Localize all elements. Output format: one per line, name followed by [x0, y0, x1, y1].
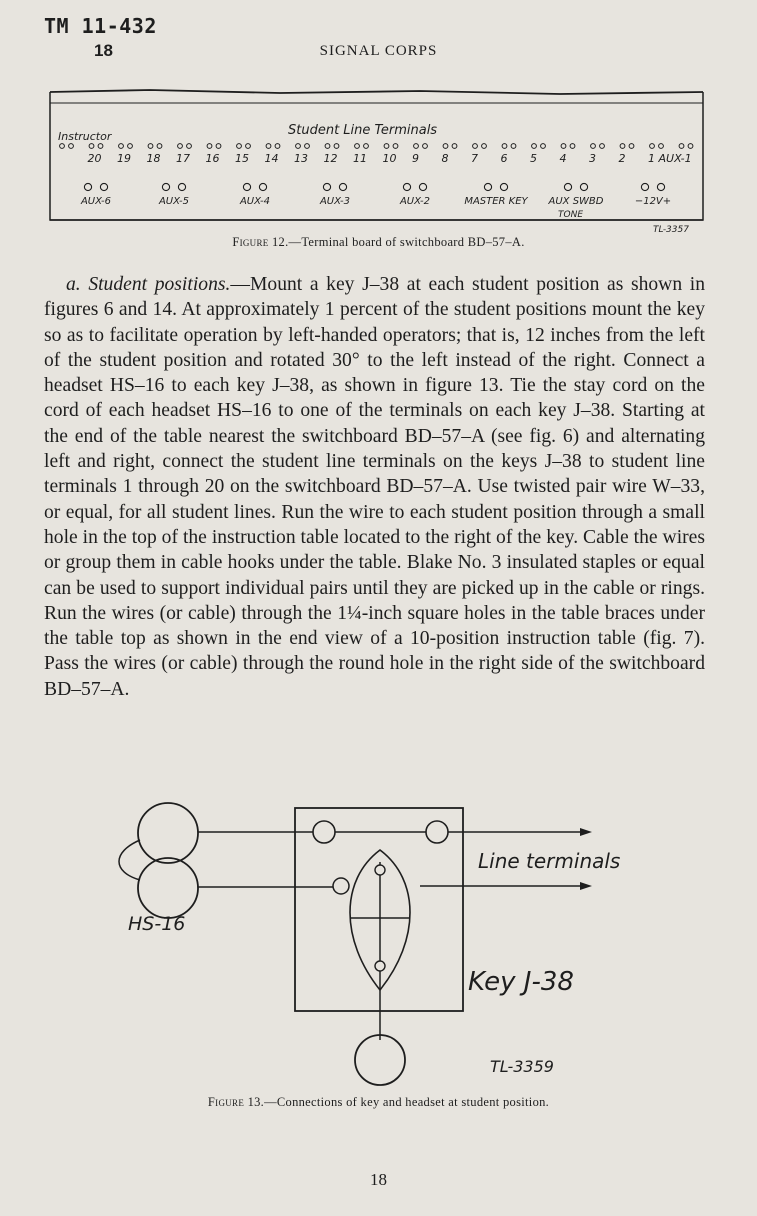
terminal-hole — [641, 183, 648, 190]
terminal-hole — [334, 144, 339, 149]
terminal-hole — [482, 144, 487, 149]
terminal-hole — [216, 144, 221, 149]
bottom-terminal-holes — [84, 183, 664, 190]
running-title: SIGNAL CORPS — [319, 43, 438, 59]
terminal-number: 11 — [353, 152, 367, 165]
figure-12-terminal-board — [0, 0, 757, 260]
terminal-hole — [364, 144, 369, 149]
terminal-hole — [325, 144, 330, 149]
terminal-hole — [162, 183, 169, 190]
terminal-number: 19 — [117, 152, 131, 165]
terminal-hole — [384, 144, 389, 149]
terminal-label: AUX-3 — [319, 196, 351, 207]
terminal-number: 1 AUX-1 — [648, 152, 692, 165]
terminal-hole — [246, 144, 251, 149]
terminal-number: 14 — [264, 152, 279, 165]
terminal-hole — [355, 144, 360, 149]
terminal-hole — [128, 144, 133, 149]
terminal-hole — [580, 183, 587, 190]
terminal-label: MASTER KEY — [464, 196, 528, 207]
terminal-hole — [502, 144, 507, 149]
terminal-number: 8 — [441, 152, 449, 165]
terminal-hole — [620, 144, 625, 149]
top-terminal-holes — [60, 144, 693, 149]
terminal-number: 5 — [530, 152, 537, 165]
terminal-hole — [659, 144, 664, 149]
terminal-number: 4 — [559, 152, 567, 165]
terminal-number: 16 — [205, 152, 220, 165]
terminal-number: 6 — [500, 152, 508, 165]
terminal-label: AUX-6 — [80, 196, 112, 207]
terminal-number: 17 — [176, 152, 190, 165]
terminal-hole — [591, 144, 596, 149]
terminal-hole — [679, 144, 684, 149]
figure-12-caption-text: —Terminal board of switchboard BD–57–A. — [288, 235, 525, 249]
figure-12-caption — [0, 235, 757, 250]
terminal-number: 9 — [412, 152, 419, 165]
student-line-terminals-label: Student Line Terminals — [288, 123, 438, 138]
terminal-label: −12V+ — [634, 196, 672, 207]
terminal-hole — [60, 144, 65, 149]
body-paragraph — [44, 272, 705, 702]
top-terminal-numbers — [88, 152, 692, 165]
tl-3359-label: TL-3359 — [490, 1057, 554, 1076]
instructor-label: Instructor — [58, 130, 112, 143]
terminal-hole — [443, 144, 448, 149]
figure-13-caption-text: —Connections of key and headset at student position. — [264, 1095, 550, 1109]
terminal-hole — [323, 183, 330, 190]
terminal-hole — [69, 144, 74, 149]
terminal-number: 20 — [87, 152, 102, 165]
terminal-hole — [259, 183, 266, 190]
key-j-38-label: Key J-38 — [468, 967, 574, 997]
terminal-hole — [178, 144, 183, 149]
paragraph-text: —Mount a key J–38 at each student position as shown in figures 6 and 14. At approximately 1 percent of the student positions mount the key so as to facilitate operation by left-handed operators; that is, 12 inches from the left of the student position and rotated 30° to the left instead of the right. Connect a headset HS–16 to each key J–38, as shown in figure 13. Tie the stay cord on the cord of each headset HS–16 to one of the terminals on each key J–38. Starting at the end of the table nearest the switchboard BD–57–A (see fig. 6) and alternating left and right, connect the student line terminals on the keys J–38 to student line terminals 1 through 20 on the switchboard BD–57–A. Use twisted pair wire W–33, or equal, for all student lines. Run the wire to each student position through a small hole in the top of the instruction table located to the right of the key. Cable the wires or group them in cable hooks under the table. Blake No. 3 insulated staples or equal can be used to support individual pairs until they are picked up in the cable or rings. Run the wires (or cable) through the 1¼-inch square holes in the table braces under the table top as shown in the end view of a 10-position instruction table (fig. 7). Pass the wires (or cable) through the round hole in the right side of the switchboard BD–57–A. — [44, 274, 705, 700]
terminal-hole — [650, 144, 655, 149]
terminal-hole — [207, 144, 212, 149]
terminal-hole — [296, 144, 301, 149]
figure-12-caption-prefix: Figure 12. — [232, 235, 289, 249]
terminal-hole — [89, 144, 94, 149]
terminal-number: 2 — [618, 152, 626, 165]
terminal-hole — [473, 144, 478, 149]
terminal-hole — [657, 183, 664, 190]
figure-13-connection-diagram — [0, 790, 757, 1100]
terminal-number: 13 — [294, 152, 308, 165]
terminal-hole — [452, 144, 457, 149]
terminal-number: 12 — [323, 152, 338, 165]
paragraph-label: a. Student positions. — [66, 274, 231, 295]
terminal-hole — [187, 144, 192, 149]
terminal-label: AUX-4 — [239, 196, 271, 207]
terminal-hole — [564, 183, 571, 190]
terminal-hole — [243, 183, 250, 190]
terminal-hole — [629, 144, 634, 149]
terminal-hole — [403, 183, 410, 190]
terminal-hole — [393, 144, 398, 149]
terminal-hole — [484, 183, 491, 190]
terminal-hole — [100, 183, 107, 190]
terminal-hole — [119, 144, 124, 149]
tl-3357-label: TL-3357 — [653, 225, 689, 235]
terminal-hole — [423, 144, 428, 149]
terminal-hole — [84, 183, 91, 190]
terminal-label: AUX-2 — [399, 196, 431, 207]
terminal-label: AUX-5 — [158, 196, 190, 207]
figure-13-caption — [0, 1095, 757, 1110]
terminal-number: 7 — [471, 152, 478, 165]
tm-number: TM 11-432 — [44, 14, 157, 38]
terminal-hole — [570, 144, 575, 149]
bottom-terminal-labels — [80, 196, 671, 207]
terminal-label: AUX SWBD — [548, 196, 604, 207]
terminal-hole — [275, 144, 280, 149]
terminal-hole — [98, 144, 103, 149]
terminal-hole — [339, 183, 346, 190]
terminal-hole — [511, 144, 516, 149]
page-number-bottom: 18 — [370, 1170, 387, 1189]
terminal-number: 18 — [146, 152, 161, 165]
terminal-hole — [178, 183, 185, 190]
terminal-hole — [532, 144, 537, 149]
terminal-hole — [419, 183, 426, 190]
line-terminals-label: Line terminals — [478, 849, 621, 873]
terminal-hole — [500, 183, 507, 190]
terminal-number: 10 — [382, 152, 397, 165]
terminal-number: 3 — [589, 152, 596, 165]
terminal-hole — [688, 144, 693, 149]
terminal-hole — [148, 144, 153, 149]
terminal-hole — [237, 144, 242, 149]
terminal-hole — [305, 144, 310, 149]
terminal-hole — [266, 144, 271, 149]
terminal-hole — [157, 144, 162, 149]
tone-label: TONE — [558, 210, 584, 220]
terminal-hole — [600, 144, 605, 149]
terminal-hole — [561, 144, 566, 149]
terminal-hole — [541, 144, 546, 149]
terminal-hole — [414, 144, 419, 149]
hs-16-label: HS-16 — [128, 913, 186, 935]
terminal-number: 15 — [235, 152, 249, 165]
figure-13-caption-prefix: Figure 13. — [207, 1095, 265, 1109]
page-number-top: 18 — [94, 41, 113, 60]
